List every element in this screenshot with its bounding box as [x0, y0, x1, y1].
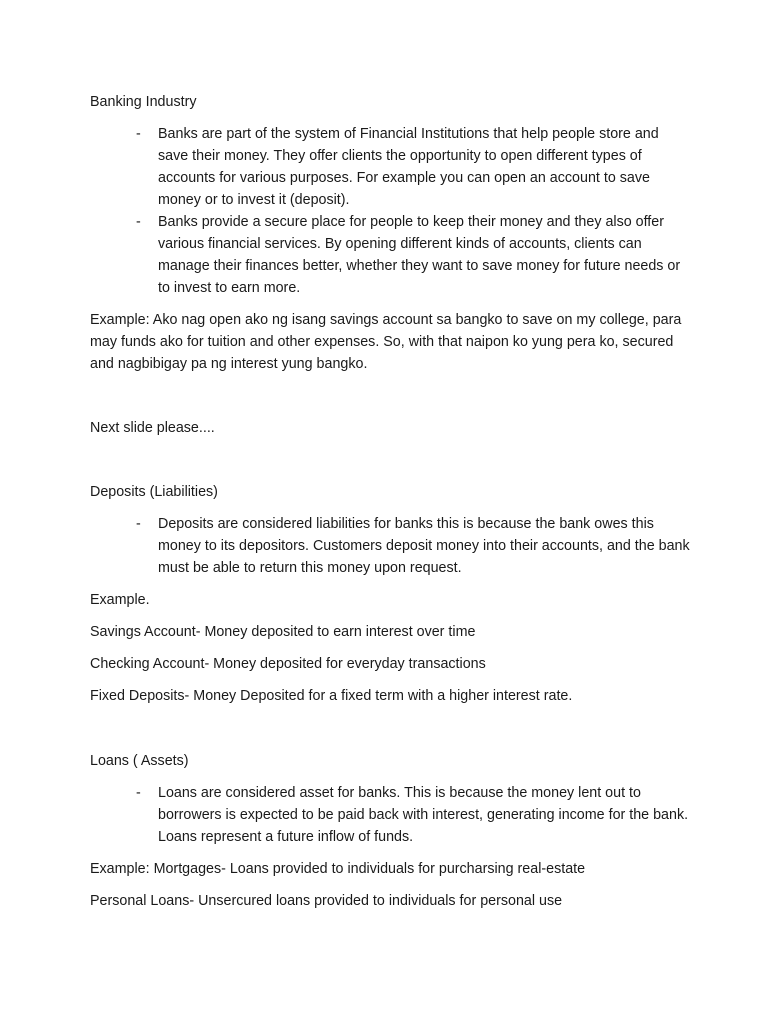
- loans-example-personal: Personal Loans- Unsercured loans provided to individuals for personal use: [90, 893, 563, 909]
- banking-example: Example: Ako nag open ako ng isang savings account sa bangko to save on my college, para may funds ako for tuition and other expenses. So, with that naipon ko yung pera ko, secured and nagbibigay pa ng interest yung bangko.: [90, 312, 682, 372]
- next-slide-note: Next slide please....: [90, 420, 215, 436]
- deposits-example-savings: Savings Account- Money deposited to earn interest over time: [90, 624, 476, 640]
- bullet-text: Banks provide a secure place for people to keep their money and they also offer various financial services. By opening different kinds of accounts, clients can manage their finances better, whether they want to save money for future needs or to invest to earn more.: [158, 214, 681, 296]
- deposits-bullet-list: [90, 513, 690, 579]
- spacer: [90, 449, 690, 481]
- deposits-example-label: Example.: [90, 592, 150, 608]
- spacer: [90, 717, 690, 750]
- banking-bullet-list: [90, 123, 690, 299]
- list-item: [90, 782, 690, 848]
- spacer: [90, 385, 690, 417]
- banking-heading: Banking Industry: [90, 94, 197, 110]
- deposits-example-checking: Checking Account- Money deposited for everyday transactions: [90, 656, 486, 672]
- list-item: [90, 211, 690, 299]
- bullet-text: Loans are considered asset for banks. This is because the money lent out to borrowers is expected to be paid back with interest, generating income for the bank. Loans represent a future inflow of funds.: [158, 785, 689, 845]
- loans-bullet-list: [90, 782, 690, 848]
- bullet-dash: -: [136, 214, 141, 230]
- deposits-heading: Deposits (Liabilities): [90, 484, 218, 500]
- bullet-text: Banks are part of the system of Financial Institutions that help people store and save their money. They offer clients the opportunity to open different types of accounts for various purposes. For example you can open an account to save money or to invest it (deposit).: [158, 126, 659, 208]
- bullet-dash: -: [136, 785, 141, 801]
- list-item: [90, 123, 690, 211]
- list-item: [90, 513, 690, 579]
- document-page: [90, 91, 690, 922]
- bullet-dash: -: [136, 126, 141, 142]
- loans-heading: Loans ( Assets): [90, 753, 189, 769]
- bullet-dash: -: [136, 516, 141, 532]
- deposits-example-fixed: Fixed Deposits- Money Deposited for a fixed term with a higher interest rate.: [90, 688, 573, 704]
- loans-example-mortgages: Example: Mortgages- Loans provided to individuals for purcharsing real-estate: [90, 861, 586, 877]
- bullet-text: Deposits are considered liabilities for banks this is because the bank owes this money to its depositors. Customers deposit money into their accounts, and the bank must be able to return this money upon request.: [158, 516, 690, 576]
